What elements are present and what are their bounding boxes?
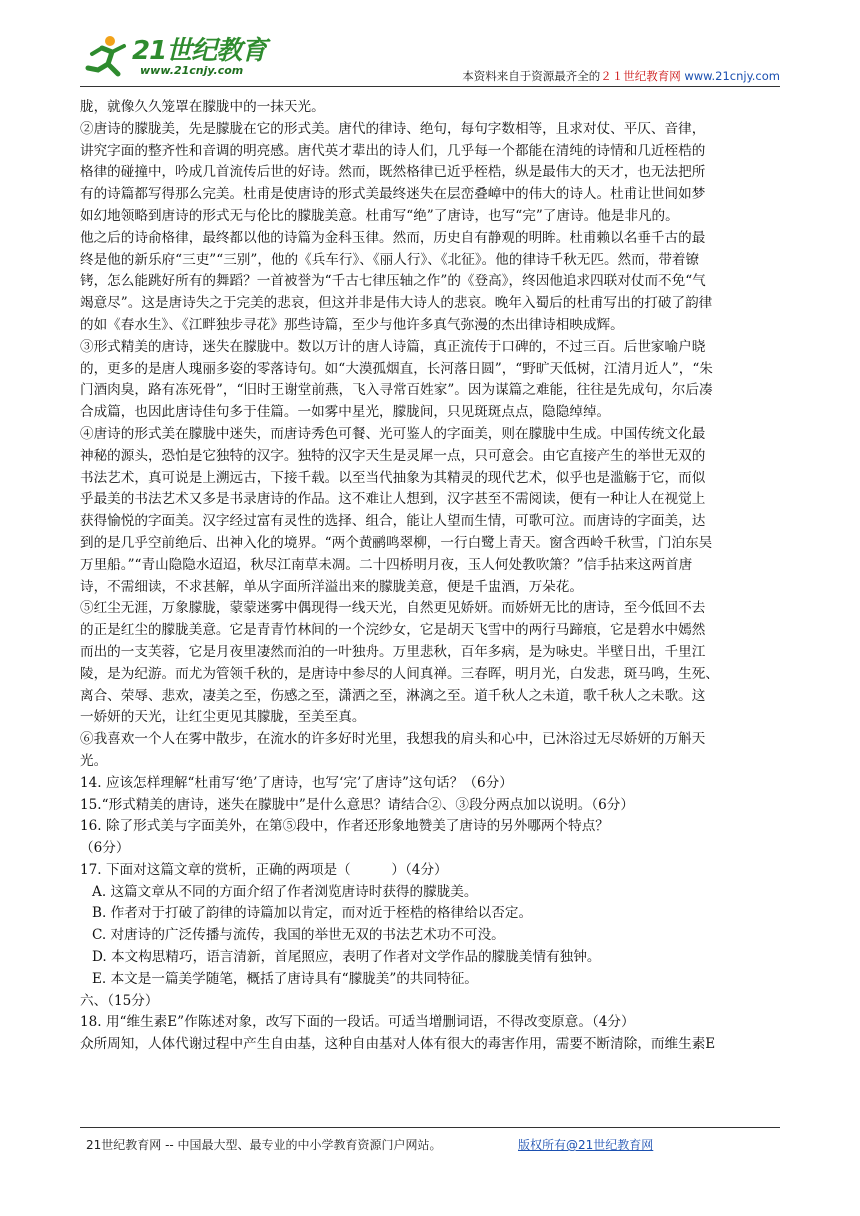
text-line: 合成篇，也因此唐诗佳句多于佳篇。一如雾中星光，朦胧间，只见斑斑点点，隐隐绰绰。 [80,404,611,421]
header-divider [80,86,780,87]
option-e: E. 本文是一篇美学随笔，概括了唐诗具有“朦胧美”的共同特征。 [92,970,478,987]
text-line: 竭意尽”。这是唐诗失之于完美的悲哀，但这并非是伟大诗人的悲哀。晚年入蜀后的杜甫写出的打破了韵律 [80,295,713,312]
text-line: 而出的一支芙蓉，它是月夜里凄然而泊的一叶独舟。万里悲秋，百年多病，是为咏史。半壁日出，千里江 [80,643,706,660]
text-line: ⑥我喜欢一个人在雾中散步，在流水的许多好时光里，我想我的肩头和心中，已沐浴过无尽娇妍的万斛天 [80,731,706,748]
question-18: 18. 用“维生素E”作陈述对象，改写下面的一段话。可适当增删词语，不得改变原意。（4分） [80,1014,635,1031]
text-line: ③形式精美的唐诗，迷失在朦胧中。数以万计的唐人诗篇，真正流传于口碑的，不过三百。后世家喻户晓 [80,338,706,355]
article-body [80,97,782,1056]
text-line: ②唐诗的朦胧美，先是朦胧在它的形式美。唐代的律诗、绝句，每句字数相等，且求对仗、平仄、音律， [80,120,706,137]
text-line: 离合、荣辱、悲欢，凄美之至，伤感之至，潇洒之至，淋漓之至。道千秋人之未道，歌千秋人之未歌。这 [80,687,706,704]
text-line: 获得愉悦的字面美。汉字经过富有灵性的选择、组合，能让人望而生情，可歌可泣。而唐诗的字面美，达 [80,513,706,530]
text-line: 书法艺术，真可说是上溯远古，下接千载。以至当代抽象为其精灵的现代艺术，似乎也是滥觞于它，而似 [80,469,706,486]
question-15: 15.“形式精美的唐诗，迷失在朦胧中”是什么意思？请结合②、③段分两点加以说明。（6分） [80,796,634,813]
footer-divider [80,1127,780,1128]
text-line: 胧，就像久久笼罩在朦胧中的一抹天光。 [80,99,325,115]
text-line: 如幻地领略到唐诗的形式无与伦比的朦胧美意。杜甫写“绝”了唐诗，也写“完”了唐诗。他是非凡的。 [80,207,679,224]
option-a: A. 这篇文章从不同的方面介绍了作者浏览唐诗时获得的朦胧美。 [92,883,478,900]
site-logo[interactable] [80,28,300,84]
section-six-heading: 六、（15分） [80,992,159,1009]
text-line: 门酒肉臭，路有冻死骨”，“旧时王谢堂前燕，飞入寻常百姓家”。因为谋篇之难能，往往是先成句，尔后凑 [80,382,713,399]
text-line: 乎最美的书法艺术又多是书录唐诗的作品。这不难让人想到，汉字甚至不需阅读，便有一种让人在视觉上 [80,491,706,508]
source-prefix: 本资料来自于资源最齐全的 [462,69,601,83]
text-line: 格律的碰撞中，吟成几首流传后世的好诗。然而，既然格律已近乎桎梏，纵是最伟大的天才，也无法把所 [80,164,706,181]
text-line: 终是他的新乐府“三吏”“三别”，他的《兵车行》、《丽人行》、《北征》。他的律诗千秋无匹。然而，带着镣 [80,251,700,268]
text-line: 的，更多的是唐人瑰丽多姿的零落诗句。如“大漠孤烟直，长河落日圆”，“野旷天低树，江清月近人”，“朱 [80,360,713,377]
text-line: 的如《春水生》、《江畔独步寻花》那些诗篇，至少与他许多真气弥漫的杰出律诗相映成辉。 [80,316,624,333]
question-14: 14. 应该怎样理解“杜甫写‘绝’了唐诗，也写‘完’了唐诗”这句话？（6分） [80,774,513,791]
text-line: 他之后的诗俞格律，最终都以他的诗篇为金科玉律。然而，历史自有静观的明眸。杜甫赖以名垂千古的最 [80,229,706,246]
text-line: 到的是几乎空前绝后、出神入化的境界。“两个黄鹂鸣翠柳，一行白鹭上青天。窗含西岭千秋雪，门泊东吴 [80,534,713,551]
logo-title: 21世纪教育 [132,36,267,66]
text-line: 神秘的源头，恐怕是它独特的汉字。独特的汉字天生是灵犀一点，只可意会。由它直接产生的举世无双的 [80,447,706,464]
text-line: 光。 [80,752,108,769]
text-line: ⑤红尘无涯，万象朦胧，蒙蒙迷雾中偶现得一线天光，自然更见娇妍。而娇妍无比的唐诗，至今低回不去 [80,600,706,617]
text-line: 铐，怎么能跳好所有的舞蹈？一首被誉为“千古七律压轴之作”的《登高》，终因他追求四联对仗而不免“气 [80,273,706,290]
text-line: 有的诗篇都写得那么完美。杜甫是使唐诗的形式美最终迷失在层峦叠嶂中的伟大的诗人。杜甫让世间如梦 [80,186,706,203]
text-line: 万里船。”“青山隐隐水迢迢，秋尽江南草未凋。二十四桥明月夜，玉人何处教吹箫？”信手拈来这两首唐 [80,556,693,573]
text-line: 的正是红尘的朦胧美意。它是青青竹林间的一个浣纱女，它是胡天飞雪中的两行马蹄痕，它是碧水中嫣然 [80,622,706,639]
question-16: 16. 除了形式美与字面美外，在第⑤段中，作者还形象地赞美了唐诗的另外哪两个特点？ [80,818,609,835]
page-header [80,28,780,84]
question-17: 17. 下面对这篇文章的赏析，正确的两项是（ ）（4分） [80,861,448,878]
option-c: C. 对唐诗的广泛传播与流传，我国的举世无双的书法艺术功不可没。 [92,927,505,944]
text-line: 诗，不需细读，不求甚解，单从字面所洋溢出来的朦胧美意，便是千盅酒，万朵花。 [80,578,583,595]
source-note [462,68,780,84]
runner-logo-icon [80,32,130,82]
text-line: ④唐诗的形式美在朦胧中迷失，而唐诗秀色可餐、光可鉴人的字面美，则在朦胧中生成。中国传统文化最 [80,425,706,442]
footer-text: 21世纪教育网 -- 中国最大型、最专业的中小学教育资源门户网站。 [86,1138,442,1152]
copyright-link[interactable]: 版权所有@21世纪教育网 [518,1138,654,1152]
text-line: 一娇妍的天光，让红尘更见其朦胧，至美至真。 [80,709,366,726]
text-line: 讲究字面的整齐性和音调的明亮感。唐代英才辈出的诗人们，几乎每一个都能在清纯的诗情和几近桎梏的 [80,142,706,159]
option-b: B. 作者对于打破了韵律的诗篇加以肯定，而对近于桎梏的格律给以否定。 [92,905,533,922]
option-d: D. 本文构思精巧，语言清新，首尾照应，表明了作者对文学作品的朦胧美情有独钟。 [92,949,601,966]
text-line: 陵，是为纪游。而尤为管领千秋的，是唐诗中参尽的人间真禅。三春晖，明月光，白发悲，斑马鸣，生死、 [80,665,719,682]
source-site-link[interactable]: ２１世纪教育网 [600,69,681,83]
logo-url: www.21cnjy.com [140,64,244,77]
text-line: 众所周知，人体代谢过程中产生自由基，这种自由基对人体有很大的毒害作用，需要不断清除，而维生素E [80,1036,716,1053]
source-url-link[interactable]: www.21cnjy.com [684,69,780,83]
question-16-score: （6分） [80,840,130,857]
